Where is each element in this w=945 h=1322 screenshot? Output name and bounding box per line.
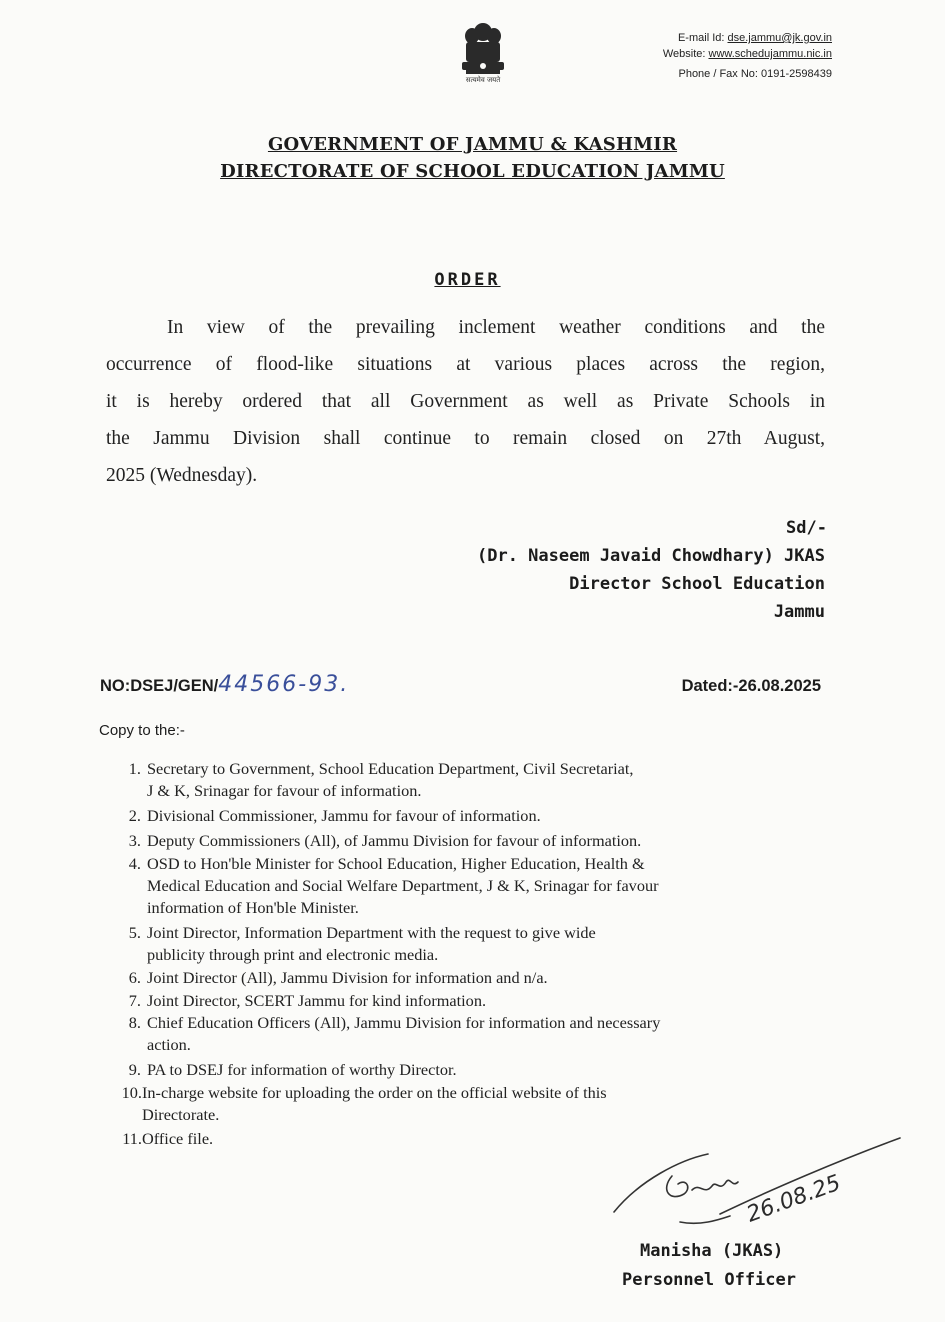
copy-item-number: 3. [128,831,141,850]
emblem-caption: सत्यमेव जयते [465,76,501,84]
copy-item-text: Divisional Commissioner, Jammu for favour of information. [147,806,541,825]
copy-list-item [115,806,541,826]
order-line: it is hereby ordered that all Government as well as Private Schools in [106,391,825,412]
copy-item-number: 4. [128,854,141,873]
copy-item-text: Joint Director (All), Jammu Division for information and n/a. [147,968,548,987]
copy-list-item [115,854,645,874]
order-line: the Jammu Division shall continue to remain closed on 27th August, [106,428,825,449]
director-designation: Director School Education [569,574,825,594]
website-link[interactable]: www.schedujammu.nic.in [708,48,832,60]
copy-item-number: 8. [128,1013,141,1032]
copy-item-number: 2. [128,806,141,825]
copy-list-item [110,1129,213,1149]
officer-signature [600,1130,910,1240]
copy-item-text: Deputy Commissioners (All), of Jammu Division for favour of information. [147,831,642,850]
copy-item-number: 9. [128,1060,141,1079]
copy-list-item [115,968,548,988]
order-line: occurrence of flood-like situations at various places across the region, [106,354,825,375]
copy-list-item [115,991,486,1011]
copy-list-item [115,1060,457,1080]
officer-designation: Personnel Officer [622,1270,796,1290]
director-place: Jammu [773,602,825,622]
copy-item-text: Chief Education Officers (All), Jammu Division for information and necessary [147,1013,661,1032]
copy-item-continuation: action. [147,1035,191,1054]
copy-item-text: Joint Director, Information Department with the request to give wide [147,923,596,942]
order-line: In view of the prevailing inclement weather conditions and the [167,317,825,338]
officer-name: Manisha (JKAS) [640,1241,784,1261]
signature-date: 26.08.25 [743,1170,845,1228]
copy-item-text: Secretary to Government, School Education Department, Civil Secretariat, [147,759,634,778]
copy-list-item [115,923,596,943]
order-number-prefix: NO:DSEJ/GEN/ [100,677,219,695]
copy-item-continuation: Medical Education and Social Welfare Department, J & K, Srinagar for favour [147,876,659,895]
director-name: (Dr. Naseem Javaid Chowdhary) JKAS [477,546,825,566]
directorate-title: DIRECTORATE OF SCHOOL EDUCATION JAMMU [220,161,725,182]
copy-item-continuation: Directorate. [142,1105,220,1124]
order-number-handwritten: 44566-93. [218,672,350,697]
copy-item-number: 1. [128,759,141,778]
order-heading: ORDER [434,270,501,290]
copy-list-item [115,831,641,851]
government-title: GOVERNMENT OF JAMMU & KASHMIR [267,134,678,155]
state-emblem-icon [452,18,514,90]
copy-list-item [115,759,633,779]
website-label: Website: [662,48,706,60]
copy-list-item [110,1083,607,1103]
copy-item-text: In-charge website for uploading the order on the official website of this [142,1083,607,1102]
order-line: 2025 (Wednesday). [106,465,258,486]
copy-item-continuation: information of Hon'ble Minister. [147,898,359,917]
copy-list-item [115,1013,660,1033]
copy-item-number: 10. [121,1083,142,1102]
copy-item-number: 6. [128,968,141,987]
copy-item-continuation: publicity through print and electronic media. [147,945,439,964]
contact-block [600,30,832,84]
copy-item-number: 5. [128,923,141,942]
copy-item-number: 11. [122,1129,142,1148]
copy-item-number: 7. [128,991,141,1010]
copy-item-text: OSD to Hon'ble Minister for School Education, Higher Education, Health & [147,854,645,873]
email-label: E-mail Id: [677,32,725,44]
copy-item-text: Office file. [142,1129,214,1148]
copy-item-text: PA to DSEJ for information of worthy Director. [147,1060,457,1079]
sd-mark: Sd/- [786,518,827,538]
phone-fax: Phone / Fax No: 0191-2598439 [678,68,832,80]
order-number [100,672,349,697]
copy-item-text: Joint Director, SCERT Jammu for kind information. [147,991,487,1010]
email-link[interactable]: dse.jammu@jk.gov.in [727,32,832,44]
copy-to-heading: Copy to the:- [99,722,185,739]
copy-item-continuation: J & K, Srinagar for favour of information. [147,781,422,800]
order-date: Dated:-26.08.2025 [681,677,821,695]
